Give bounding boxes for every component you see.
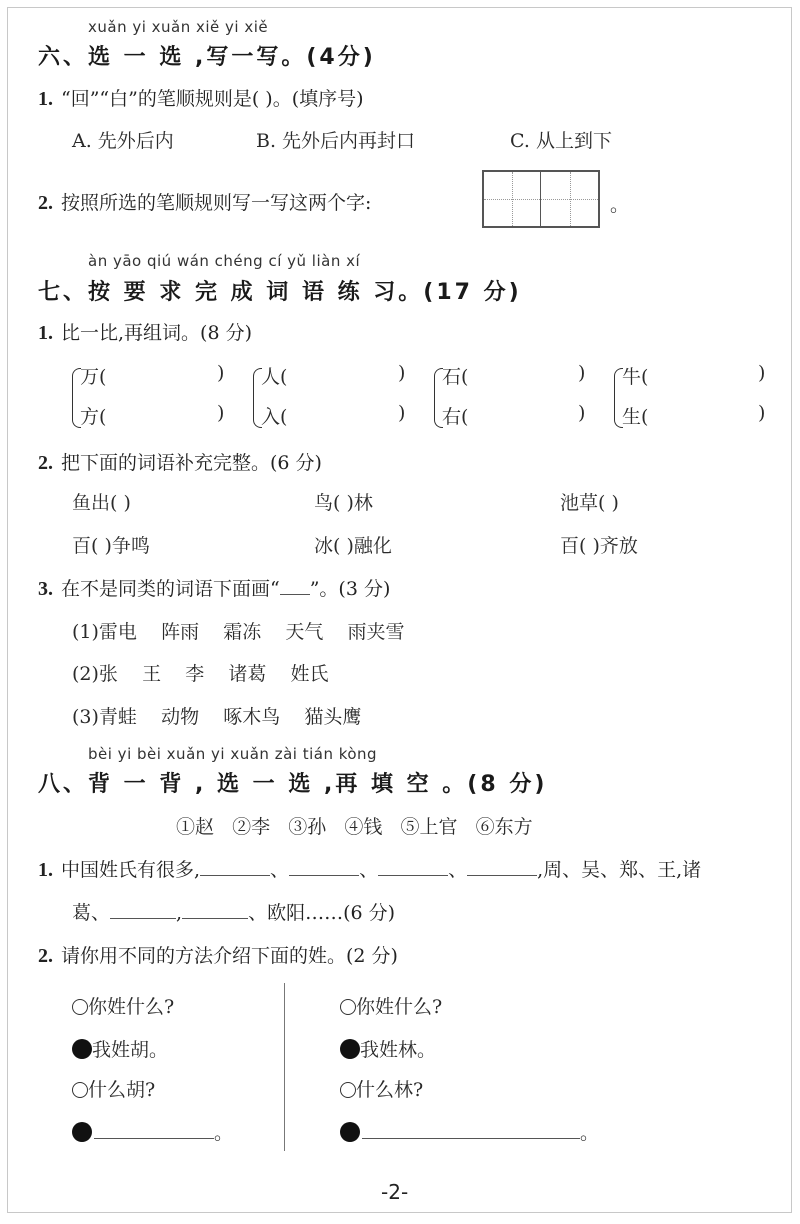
- question-text: 把下面的词语补充完整。(6 分): [61, 452, 322, 474]
- open-circle-icon: [340, 999, 356, 1015]
- filled-circle-icon: [72, 1039, 92, 1059]
- dialog-text: 你姓什么?: [356, 996, 443, 1018]
- question-text: 、欧阳……(6 分): [248, 902, 396, 924]
- section8-heading: 八、背 一 背 , 选 一 选 ,再 填 空 。(8 分): [38, 772, 548, 797]
- dialog-right-4: [340, 1118, 599, 1145]
- underline-sample: [280, 594, 310, 595]
- dialog-text: 什么林?: [356, 1079, 424, 1101]
- question-text: 葛、: [72, 902, 111, 924]
- pair-4-top: 牛(: [622, 366, 649, 388]
- open-circle-icon: [72, 1082, 88, 1098]
- question-text-b: ”。(3 分): [309, 578, 391, 600]
- s8-question-1: [38, 855, 701, 882]
- s7-question-3: [38, 574, 390, 601]
- filled-circle-icon: [72, 1122, 92, 1142]
- pair-1-bottom-close: ): [217, 402, 225, 424]
- pair-3-top: 石(: [442, 366, 469, 388]
- option-c: C. 从上到下: [510, 130, 612, 152]
- pair-2-bottom-close: ): [398, 402, 406, 424]
- blank-1[interactable]: [200, 875, 270, 876]
- open-circle-icon: [72, 999, 88, 1015]
- idiom-3: 池草( ): [560, 492, 619, 514]
- blank-3[interactable]: [378, 875, 448, 876]
- page-number: -2-: [381, 1180, 409, 1204]
- blank-6[interactable]: [182, 918, 248, 919]
- word-group-3: (3)青蛙 动物 啄木鸟 猫头鹰: [72, 706, 362, 728]
- idiom-2: 鸟( )林: [314, 492, 373, 514]
- answer-blank-right[interactable]: [362, 1138, 580, 1139]
- separator: 、: [448, 859, 468, 881]
- answer-blank-left[interactable]: [94, 1138, 214, 1139]
- separator: ,: [176, 902, 183, 924]
- separator: 、: [359, 859, 379, 881]
- s8-question-2: [38, 941, 398, 968]
- question-number: 1.: [38, 88, 53, 110]
- pair-2-top: 人(: [261, 366, 288, 388]
- dialog-left-1: [72, 992, 174, 1019]
- pair-3-bottom-close: ): [578, 402, 586, 424]
- writing-grid[interactable]: [482, 170, 600, 228]
- dialog-right-1: [340, 992, 442, 1019]
- dialog-left-2: [72, 1035, 168, 1062]
- pair-2-top-close: ): [398, 362, 406, 384]
- question-text-a: 在不是同类的词语下面画“: [61, 578, 280, 600]
- s7-question-1: [38, 318, 252, 345]
- s6-question-2: [38, 188, 371, 215]
- question-number: 2.: [38, 452, 53, 474]
- pair-1-top: 万(: [80, 366, 107, 388]
- pair-4-bottom-close: ): [758, 402, 766, 424]
- pair-4-top-close: ): [758, 362, 766, 384]
- question-number: 1.: [38, 322, 53, 344]
- pair-1-bottom: 方(: [80, 406, 107, 428]
- idiom-6: 百( )齐放: [560, 535, 638, 557]
- option-b: B. 先外后内再封口: [256, 130, 416, 152]
- grid-cell-1[interactable]: [484, 172, 541, 226]
- blank-5[interactable]: [110, 918, 176, 919]
- section6-heading: 六、选 一 选 ,写一写。(4分): [38, 45, 376, 70]
- question-text: ,周、吴、郑、王,诸: [537, 859, 702, 881]
- open-circle-icon: [340, 1082, 356, 1098]
- dialog-right-2: [340, 1035, 436, 1062]
- idiom-5: 冰( )融化: [314, 535, 392, 557]
- section8-pinyin: bèi yi bèi xuǎn yi xuǎn zài tián kòng: [88, 745, 378, 763]
- dialog-text: 你姓什么?: [88, 996, 175, 1018]
- surname-choices: ①赵 ②李 ③孙 ④钱 ⑤上官 ⑥东方: [176, 816, 533, 838]
- question-number: 2.: [38, 945, 53, 967]
- pair-3-top-close: ): [578, 362, 586, 384]
- question-number: 1.: [38, 859, 53, 881]
- question-text: 中国姓氏有很多,: [61, 859, 201, 881]
- question-text: “回”“白”的笔顺规则是( )。(填序号): [61, 88, 364, 110]
- dialog-text: 。: [580, 1122, 600, 1144]
- dialog-left-4: [72, 1118, 233, 1145]
- separator: 、: [270, 859, 290, 881]
- section7-pinyin: àn yāo qiú wán chéng cí yǔ liàn xí: [88, 252, 361, 270]
- dialog-text: 我姓胡。: [92, 1039, 169, 1061]
- question-number: 3.: [38, 578, 53, 600]
- section6-pinyin: xuǎn yi xuǎn xiě yi xiě: [88, 18, 269, 36]
- filled-circle-icon: [340, 1122, 360, 1142]
- section7-heading: 七、按 要 求 完 成 词 语 练 习。(17 分): [38, 280, 522, 305]
- pair-2-bottom: 入(: [261, 406, 288, 428]
- option-a: A. 先外后内: [72, 130, 174, 152]
- idiom-4: 百( )争鸣: [72, 535, 150, 557]
- dialog-left-3: [72, 1075, 155, 1102]
- s7-question-2: [38, 448, 322, 475]
- pair-4-bottom: 生(: [622, 406, 649, 428]
- filled-circle-icon: [340, 1039, 360, 1059]
- idiom-1: 鱼出( ): [72, 492, 131, 514]
- period: 。: [610, 194, 630, 216]
- column-divider: [284, 983, 285, 1151]
- pair-3-bottom: 右(: [442, 406, 469, 428]
- blank-2[interactable]: [289, 875, 359, 876]
- question-text: 比一比,再组词。(8 分): [61, 322, 252, 344]
- question-text: 请你用不同的方法介绍下面的姓。(2 分): [61, 945, 398, 967]
- word-group-1: (1)雷电 阵雨 霜冻 天气 雨夹雪: [72, 621, 405, 643]
- grid-cell-2[interactable]: [541, 172, 598, 226]
- blank-4[interactable]: [467, 875, 537, 876]
- dialog-text: 我姓林。: [360, 1039, 437, 1061]
- s8-question-1-line2: [72, 898, 395, 925]
- question-text: 按照所选的笔顺规则写一写这两个字:: [61, 192, 372, 214]
- dialog-text: 。: [214, 1122, 234, 1144]
- s6-question-1: [38, 84, 364, 111]
- pair-1-top-close: ): [217, 362, 225, 384]
- word-group-2: (2)张 王 李 诸葛 姓氏: [72, 663, 329, 685]
- dialog-text: 什么胡?: [88, 1079, 156, 1101]
- dialog-right-3: [340, 1075, 423, 1102]
- question-number: 2.: [38, 192, 53, 214]
